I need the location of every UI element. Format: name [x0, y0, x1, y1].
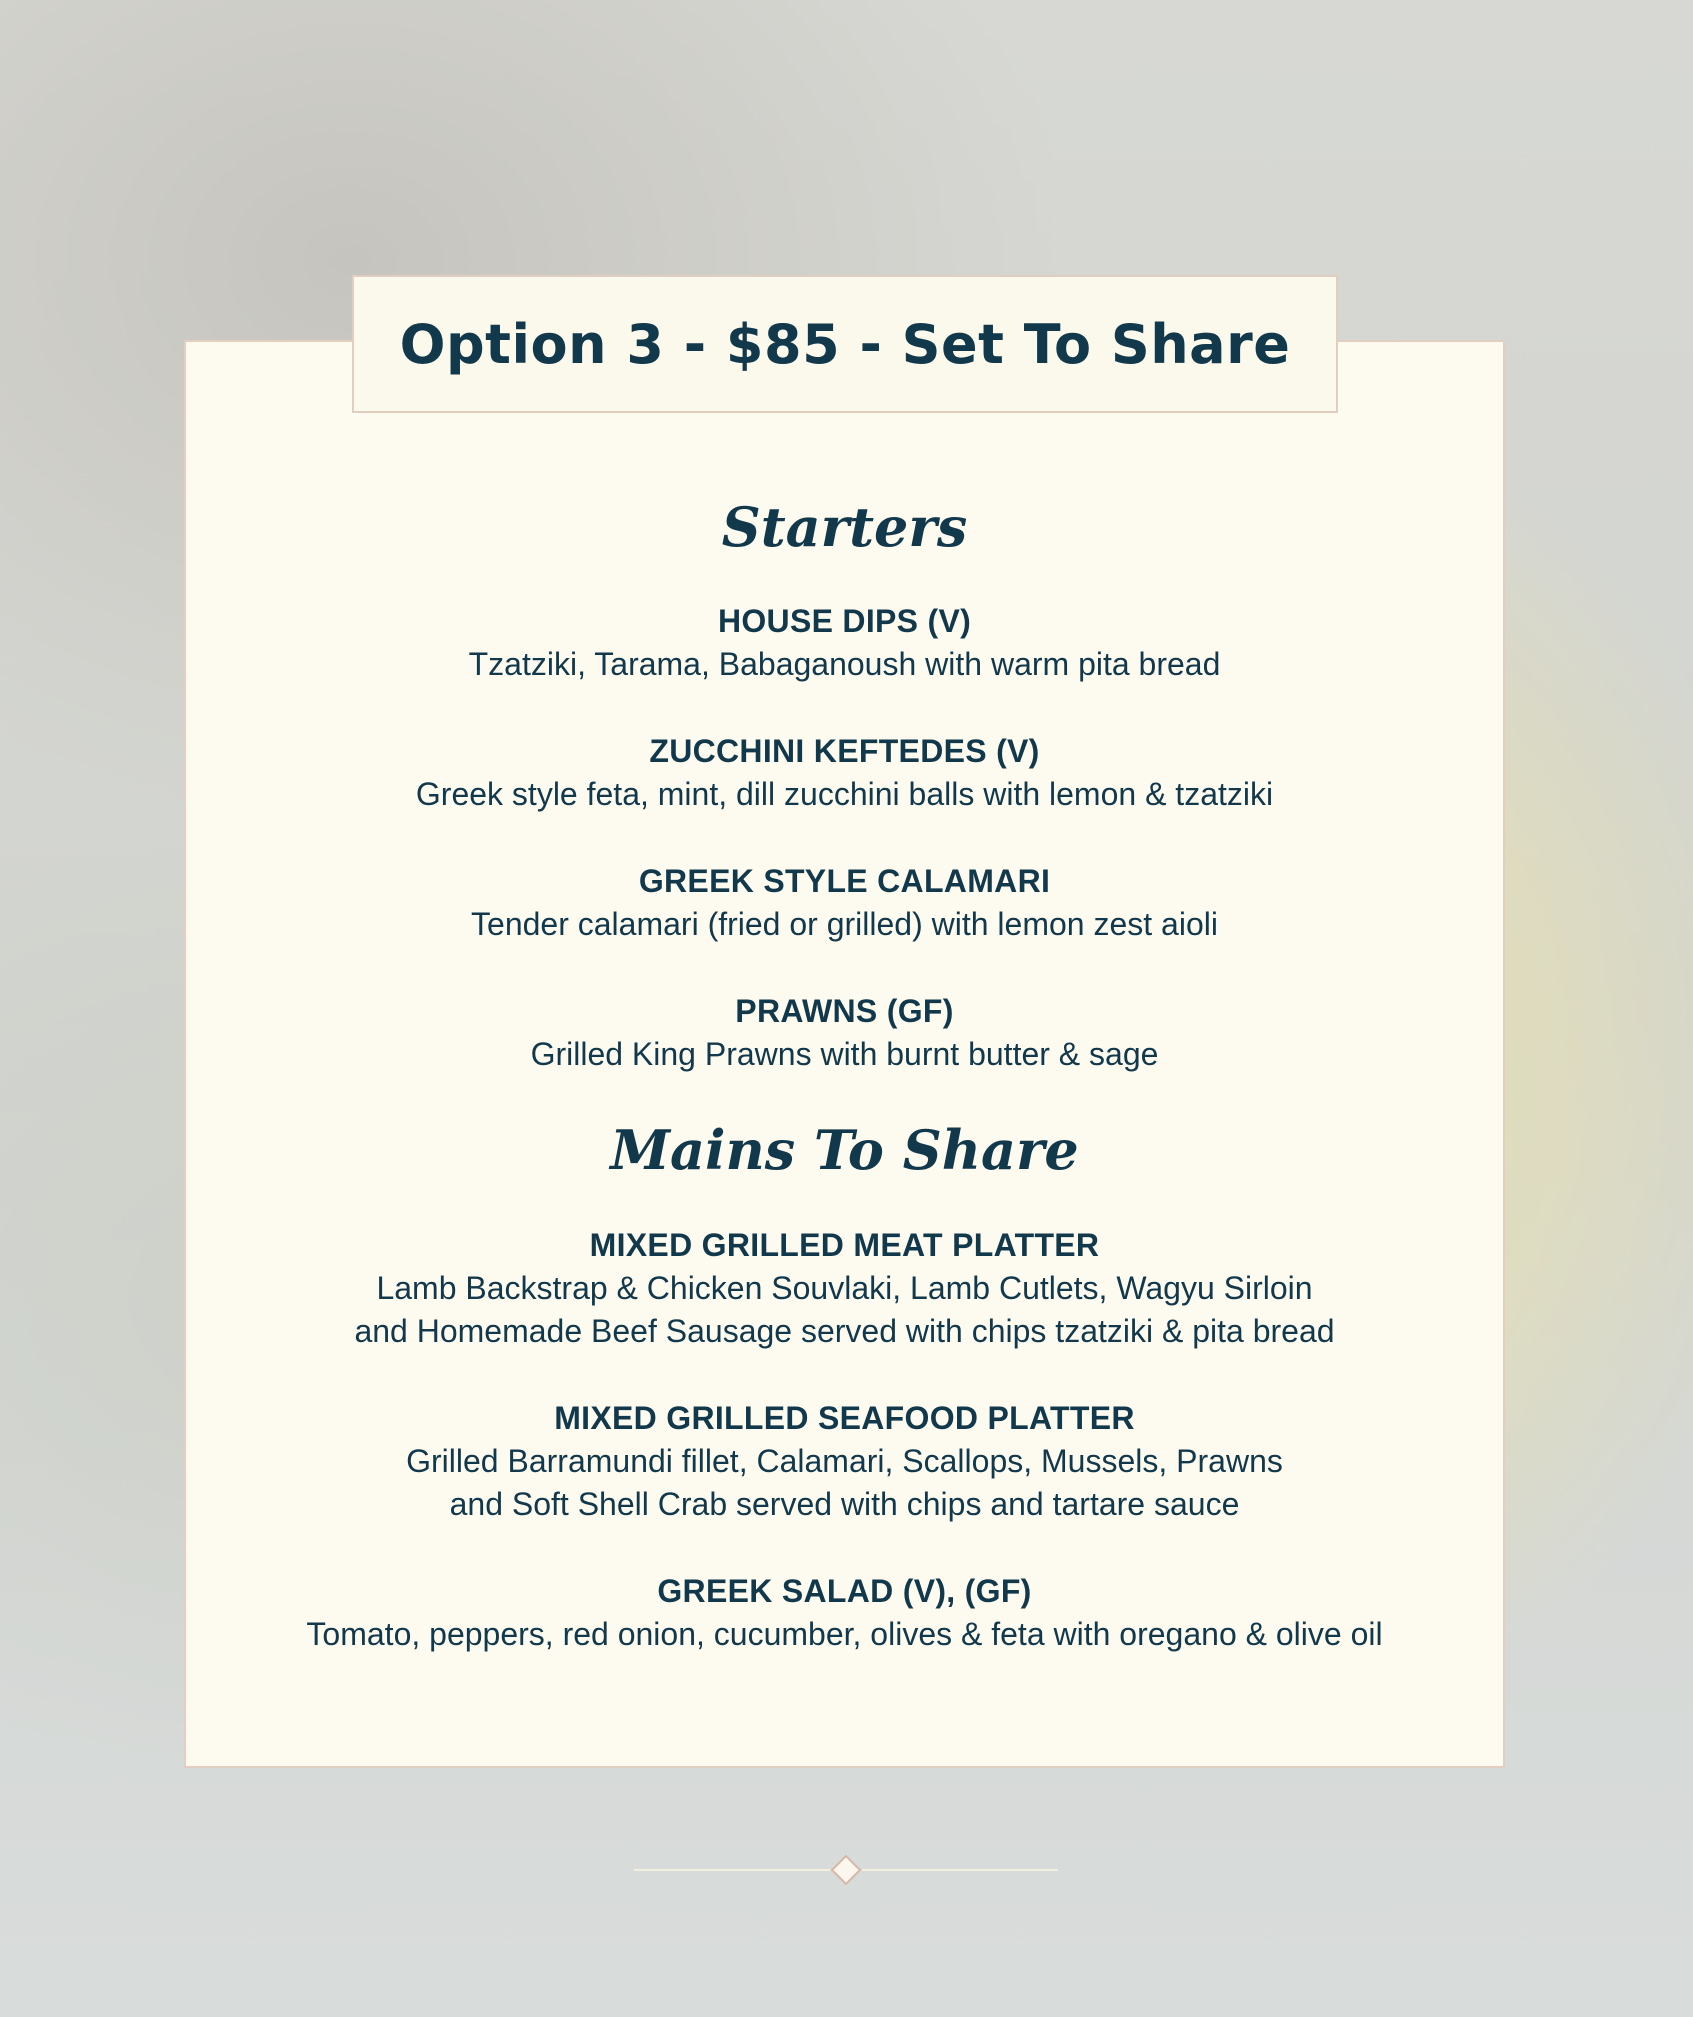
item-name: GREEK STYLE CALAMARI	[638, 863, 1051, 899]
menu-item	[184, 1397, 1505, 1526]
item-description: Tomato, peppers, red onion, cucumber, olives & feta with oregano & olive oil	[306, 1616, 1383, 1652]
menu-content	[184, 0, 1505, 2017]
item-description: Grilled King Prawns with burnt butter & sage	[530, 1036, 1159, 1072]
item-description: Tender calamari (fried or grilled) with lemon zest aioli	[471, 906, 1218, 942]
item-name: MIXED GRILLED MEAT PLATTER	[589, 1227, 1100, 1263]
menu-item	[184, 600, 1505, 686]
item-name: ZUCCHINI KEFTEDES (V)	[649, 733, 1040, 769]
divider-diamond	[832, 1856, 860, 1884]
menu-item	[184, 1224, 1505, 1353]
menu-item	[184, 860, 1505, 946]
item-name: HOUSE DIPS (V)	[717, 603, 972, 639]
item-description: and Soft Shell Crab served with chips and tartare sauce	[449, 1486, 1240, 1522]
section-heading-mains: Mains To Share	[610, 1118, 1079, 1182]
item-description: Grilled Barramundi fillet, Calamari, Scallops, Mussels, Prawns	[406, 1443, 1283, 1479]
menu-item	[184, 990, 1505, 1076]
menu-title: Option 3 - $85 - Set To Share	[399, 312, 1291, 376]
item-description: Greek style feta, mint, dill zucchini balls with lemon & tzatziki	[415, 776, 1274, 812]
item-name: MIXED GRILLED SEAFOOD PLATTER	[554, 1400, 1135, 1436]
item-name: GREEK SALAD (V), (GF)	[657, 1573, 1032, 1609]
diamond-divider-icon	[634, 1855, 1058, 1885]
item-description: and Homemade Beef Sausage served with chips tzatziki & pita bread	[354, 1313, 1335, 1349]
menu-item	[184, 1570, 1505, 1656]
item-description: Lamb Backstrap & Chicken Souvlaki, Lamb Cutlets, Wagyu Sirloin	[376, 1270, 1313, 1306]
item-name: PRAWNS (GF)	[735, 993, 954, 1029]
section-heading-starters: Starters	[721, 495, 968, 559]
menu-item	[184, 730, 1505, 816]
item-description: Tzatziki, Tarama, Babaganoush with warm pita bread	[468, 646, 1221, 682]
